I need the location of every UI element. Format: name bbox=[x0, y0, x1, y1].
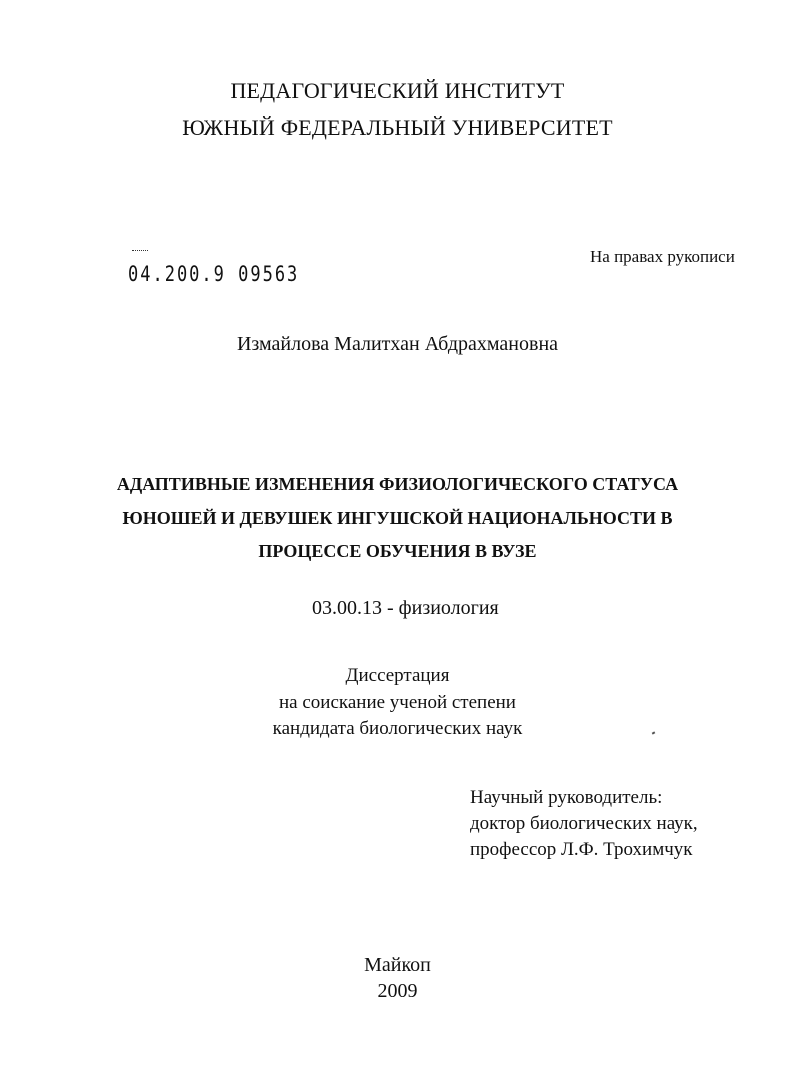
dissertation-label: Диссертация bbox=[345, 665, 450, 686]
rights-note: На правах рукописи bbox=[590, 247, 735, 266]
dissertation-degree-line: на соискание ученой степени bbox=[279, 692, 516, 713]
advisor-name: профессор Л.Ф. Трохимчук bbox=[470, 839, 693, 860]
author-name: Измайлова Малитхан Абдрахмановна bbox=[236, 333, 559, 355]
institute-name: ПЕДАГОГИЧЕСКИЙ ИНСТИТУТ bbox=[230, 78, 565, 103]
city: Майкоп bbox=[364, 954, 431, 976]
university-name: ЮЖНЫЙ ФЕДЕРАЛЬНЫЙ УНИВЕРСИТЕТ bbox=[182, 115, 613, 140]
advisor-degree: доктор биологических наук, bbox=[470, 813, 698, 834]
thesis-title-line-2: ЮНОШЕЙ И ДЕВУШЕК ИНГУШСКОЙ НАЦИОНАЛЬНОСТИ В bbox=[122, 508, 673, 528]
thesis-title-line-3: ПРОЦЕССЕ ОБУЧЕНИЯ В ВУЗЕ bbox=[258, 541, 537, 561]
stamp-mark bbox=[132, 250, 148, 252]
thesis-title-line-1: АДАПТИВНЫЕ ИЗМЕНЕНИЯ ФИЗИОЛОГИЧЕСКОГО СТАТУСА bbox=[116, 474, 679, 494]
library-stamp-number: 04.200.9 09563 bbox=[128, 262, 300, 287]
specialty-code: 03.00.13 - физиология bbox=[312, 597, 499, 619]
year: 2009 bbox=[377, 980, 418, 1002]
dissertation-field-line: кандидата биологических наук bbox=[272, 718, 523, 739]
advisor-label: Научный руководитель: bbox=[470, 787, 663, 808]
